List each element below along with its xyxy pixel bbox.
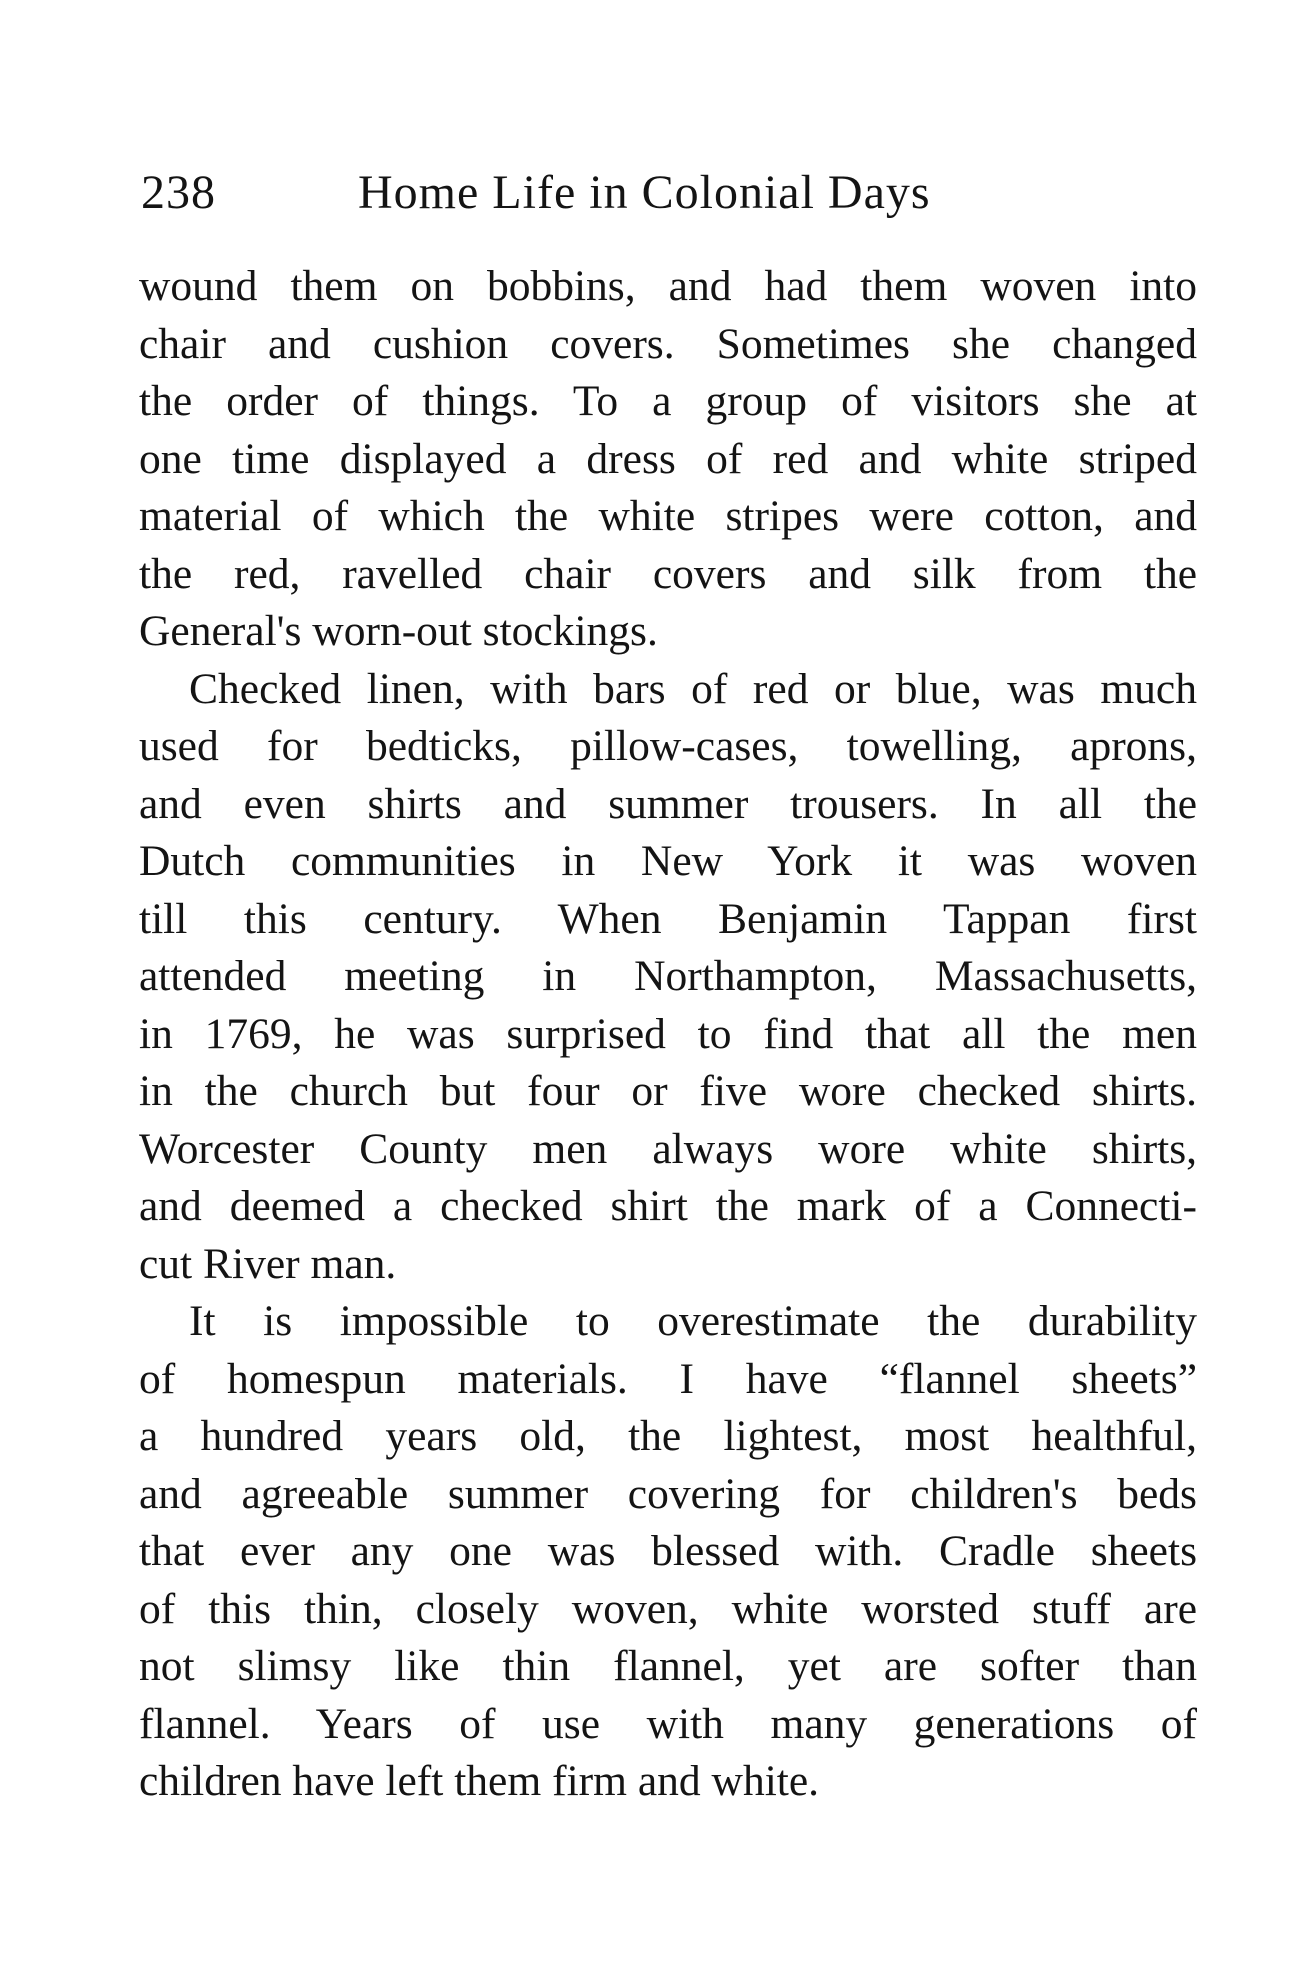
paragraph-1 xyxy=(139,258,1197,661)
text-line: and even shirts and summer trousers. In all the xyxy=(139,779,1197,828)
text-line: and agreeable summer covering for children's beds xyxy=(139,1469,1197,1518)
paragraph-3 xyxy=(139,1293,1197,1811)
text-line: children have left them firm and white. xyxy=(139,1757,820,1805)
page-number: 238 xyxy=(141,166,216,219)
text-line: wound them on bobbins, and had them woven into xyxy=(139,262,1197,310)
text-line: used for bedticks, pillow-cases, towelling, aprons, xyxy=(139,722,1197,770)
text-line: in 1769, he was surprised to find that all the men xyxy=(139,1009,1197,1058)
text-line: one time displayed a dress of red and white striped xyxy=(139,434,1197,483)
body-text xyxy=(139,258,1197,1811)
text-line: the red, ravelled chair covers and silk from the xyxy=(139,549,1197,598)
text-line: the order of things. To a group of visitors she at xyxy=(139,377,1197,425)
text-line: attended meeting in Northampton, Massachusetts, xyxy=(139,952,1197,1000)
text-line: Checked linen, with bars of red or blue, was much xyxy=(189,664,1197,713)
text-line: Worcester County men always wore white shirts, xyxy=(139,1124,1197,1173)
running-title: Home Life in Colonial Days xyxy=(358,166,931,219)
text-line: of this thin, closely woven, white worsted stuff are xyxy=(139,1584,1197,1633)
text-line: till this century. When Benjamin Tappan first xyxy=(139,894,1197,943)
text-line: chair and cushion covers. Sometimes she changed xyxy=(139,319,1197,368)
page-header xyxy=(141,158,1201,228)
text-line: Dutch communities in New York it was woven xyxy=(139,837,1197,885)
text-line: that ever any one was blessed with. Cradle sheets xyxy=(139,1527,1197,1575)
text-line: in the church but four or five wore checked shirts. xyxy=(139,1067,1197,1115)
paragraph-2 xyxy=(139,661,1197,1294)
text-line: material of which the white stripes were cotton, and xyxy=(139,492,1197,540)
text-line: cut River man. xyxy=(139,1239,397,1288)
text-line: flannel. Years of use with many generations of xyxy=(139,1699,1197,1748)
text-line: It is impossible to overestimate the durability xyxy=(189,1297,1197,1345)
text-line: not slimsy like thin flannel, yet are softer than xyxy=(139,1642,1197,1690)
text-line: General's worn-out stockings. xyxy=(139,607,658,655)
text-line: a hundred years old, the lightest, most healthful, xyxy=(139,1412,1197,1460)
text-line: and deemed a checked shirt the mark of a Connecti- xyxy=(139,1182,1197,1230)
text-line: of homespun materials. I have “flannel sheets” xyxy=(139,1354,1197,1403)
